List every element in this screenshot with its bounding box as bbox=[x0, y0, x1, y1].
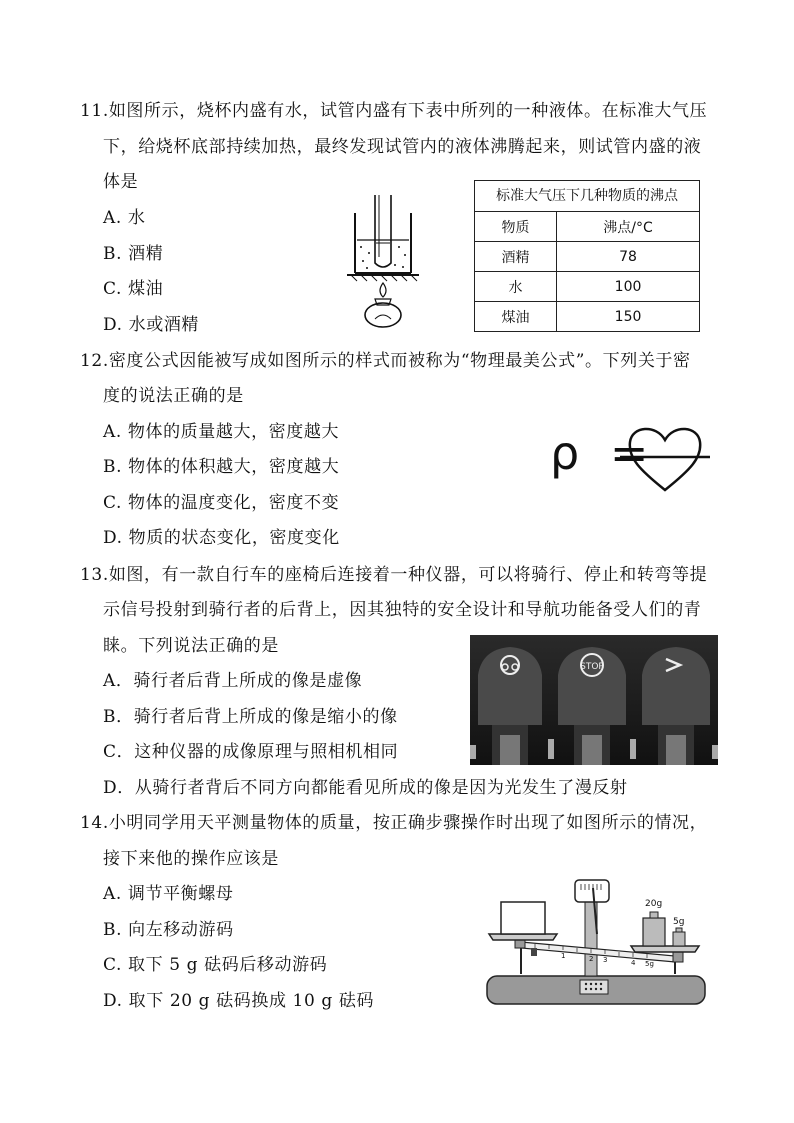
q11-option-b: B. 酒精 bbox=[103, 244, 164, 264]
object-block bbox=[501, 902, 545, 934]
rider-slider bbox=[531, 948, 537, 956]
table-row bbox=[475, 302, 700, 332]
scale-mark: 1 bbox=[561, 952, 566, 960]
table-header-boiling-point: 沸点/°C bbox=[557, 212, 700, 242]
q12-option-c: C. 物体的温度变化，密度不变 bbox=[103, 493, 340, 513]
heart-fraction-icon bbox=[620, 420, 710, 495]
q12-line-2: 度的说法正确的是 bbox=[103, 386, 244, 406]
table-cell: 78 bbox=[557, 242, 700, 272]
q11-option-a: A. 水 bbox=[103, 208, 146, 228]
table-header-substance: 物质 bbox=[475, 212, 557, 242]
q13-option-b: B．骑行者后背上所成的像是缩小的像 bbox=[103, 707, 398, 727]
q14-option-d: D. 取下 20 g 砝码换成 10 g 砝码 bbox=[103, 991, 375, 1011]
scale-mark: 4 bbox=[631, 959, 636, 967]
table-cell: 煤油 bbox=[475, 302, 557, 332]
boiling-point-table bbox=[474, 180, 700, 332]
stop-sign-text: STOP bbox=[580, 662, 604, 672]
cyclist-projection-photo bbox=[470, 635, 718, 765]
q11-line-2: 下，给烧杯底部持续加热，最终发现试管内的液体沸腾起来，则试管内盛的液 bbox=[103, 137, 702, 157]
q14-line-2: 接下来他的操作应该是 bbox=[103, 849, 279, 869]
table-row bbox=[475, 242, 700, 272]
scale-mark: 2 bbox=[589, 955, 594, 963]
table-cell: 水 bbox=[475, 272, 557, 302]
q13-option-a: A．骑行者后背上所成的像是虚像 bbox=[103, 671, 363, 691]
q12-line-1: 12.密度公式因能被写成如图所示的样式而被称为“物理最美公式”。下列关于密 bbox=[80, 351, 691, 371]
q12-option-b: B. 物体的体积越大，密度越大 bbox=[103, 457, 340, 477]
q14-line-1: 14.小明同学用天平测量物体的质量，按正确步骤操作时出现了如图所示的情况， bbox=[80, 813, 708, 833]
q13-option-c: C．这种仪器的成像原理与照相机相同 bbox=[103, 742, 399, 762]
table-caption: 标准大气压下几种物质的沸点 bbox=[474, 180, 700, 211]
weight-5g bbox=[673, 932, 685, 946]
balance-scale-diagram bbox=[485, 878, 710, 1008]
q13-line-1: 13.如图，有一款自行车的座椅后连接着一种仪器，可以将骑行、停止和转弯等提 bbox=[80, 565, 708, 585]
table-header-row bbox=[475, 212, 700, 242]
table-cell: 酒精 bbox=[475, 242, 557, 272]
table-cell: 100 bbox=[557, 272, 700, 302]
q12-option-a: A. 物体的质量越大，密度越大 bbox=[103, 422, 340, 442]
table-cell: 150 bbox=[557, 302, 700, 332]
beaker-heating-diagram bbox=[345, 195, 425, 330]
q14-option-c: C. 取下 5 g 砝码后移动游码 bbox=[103, 955, 328, 975]
q13-line-2: 示信号投射到骑行者的后背上，因其独特的安全设计和导航功能备受人们的青 bbox=[103, 600, 702, 620]
density-formula-symbol: ρ = bbox=[550, 426, 657, 480]
weight-20g-label: 20g bbox=[645, 899, 663, 909]
q12-option-d: D. 物质的状态变化，密度变化 bbox=[103, 528, 340, 548]
table-row bbox=[475, 272, 700, 302]
scale-mark: 3 bbox=[603, 956, 608, 964]
q13-option-d: D．从骑行者背后不同方向都能看见所成的像是因为光发生了漫反射 bbox=[103, 778, 628, 798]
q14-option-a: A. 调节平衡螺母 bbox=[103, 884, 234, 904]
q11-option-d: D. 水或酒精 bbox=[103, 315, 200, 335]
q14-option-b: B. 向左移动游码 bbox=[103, 920, 234, 940]
weight-5g-label: 5g bbox=[673, 917, 685, 927]
q11-line-3: 体是 bbox=[103, 172, 139, 192]
weight-20g bbox=[643, 918, 665, 946]
scale-mark: 5g bbox=[645, 960, 654, 968]
q11-line-1: 11.如图所示，烧杯内盛有水，试管内盛有下表中所列的一种液体。在标准大气压 bbox=[80, 101, 708, 121]
q11-option-c: C. 煤油 bbox=[103, 279, 164, 299]
q13-line-3: 睐。下列说法正确的是 bbox=[103, 636, 279, 656]
